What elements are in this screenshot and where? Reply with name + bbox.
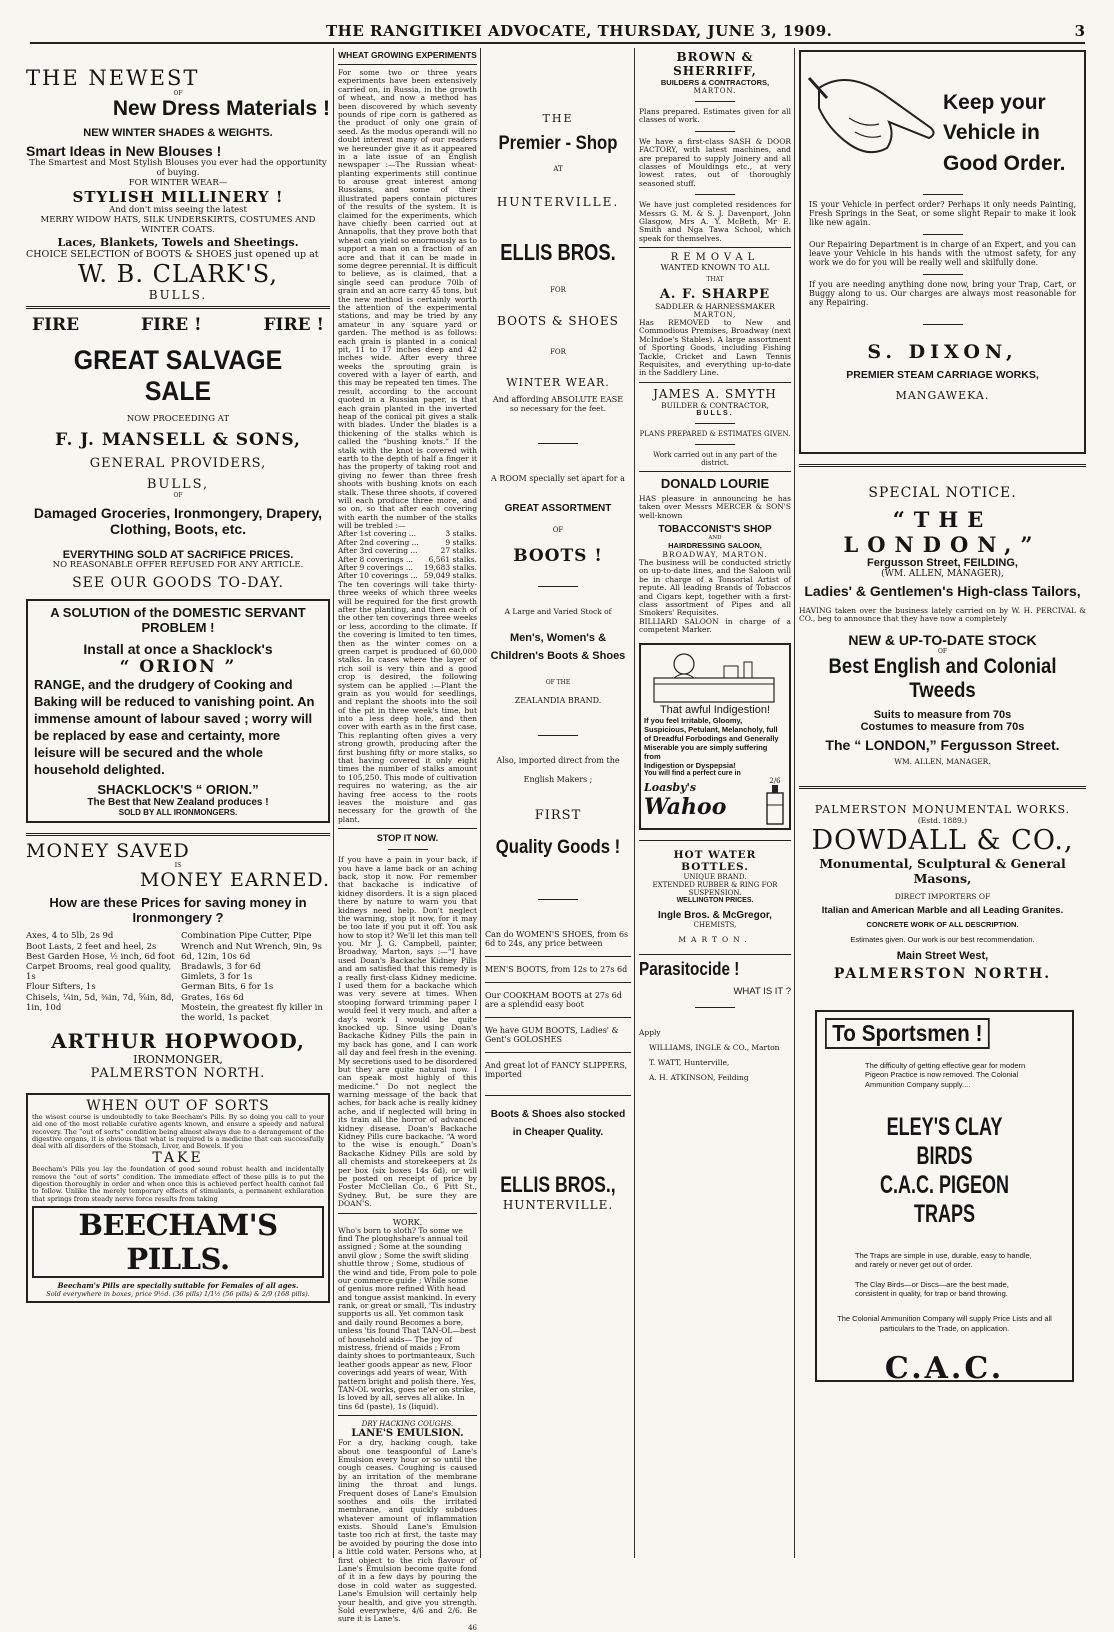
table-cell: 3 stalks. — [445, 529, 477, 539]
ad-text: (Estd. 1889.) — [917, 815, 968, 825]
business-name: BROWN & SHERRIFF, — [673, 50, 757, 78]
ad-text: THAT — [706, 276, 724, 284]
ad-text: CHEMISTS, — [693, 920, 737, 929]
table-cell: 59,049 stalks. — [423, 571, 477, 581]
ad-text: WELLINGTON PRICES. — [676, 896, 754, 904]
business-name: ELLIS BROS., — [500, 1172, 616, 1198]
ad-text: NO REASONABLE OFFER REFUSED FOR ANY ARTICLE. — [52, 560, 304, 571]
stockist: T. WATT, Hunterville, — [649, 1057, 730, 1067]
table-cell: After 2nd covering ... — [338, 537, 419, 547]
ad-text: The business will be conducted strictly on up-to-date lines, and the Saloon will be in charge of a Tonsorial Artist of repute. All leading Brands of Tobaccos and Cigars kept, together with a first-class assortment of Pipes and all Smokers' Requisites. — [639, 557, 791, 618]
cac-ad — [815, 1010, 1074, 1387]
ad-text: The Traps are simple in use, durable, easy to handle, and rarely or never get out of order. — [855, 1250, 1032, 1270]
lourie-ad — [639, 476, 791, 635]
ad-text: A ROOM specially set apart for a — [491, 474, 625, 483]
sharpe-ad — [639, 252, 791, 378]
ad-subheading: Damaged Groceries, Ironmongery, Drapery, Clothing, Boots, etc. — [33, 505, 323, 538]
ad-text: Beecham's Pills are specially suitable for Females of all ages. — [57, 1280, 299, 1290]
article-text: If you have a pain in your back, if you have a lame back or an aching back, stop it now. For remember that backache is indicative of kidney disorders. It is a sign placed there by nature to warn you that kidneys need help. Don't neglect the warning, stop it now, for it may be too late if you put it off. You ask how to stop it? We'll let this man tell you. Mr J. G. Campbell, painter, Broadway, Marton, says :—“I have used Doan's Backache Kidney Pills and am satisfied that this remedy is a really first-class Kidney medicine. I used them for a backache which was very severe at times. When stooping forward trimming paper I would feel it very much, and after a day's work I would be quite knocked up. Since using Doan's Backache Kidney Pills the pain in my back has gone, and I can work all day and feel fresh in the evening. My secretions used to be disordered but they are quite natural now. I can speak most highly of this medicine.” Do not neglect the warning message of the back that aches, for back ache is really kidney ache, and if neglected will bring in its train all the horror of advanced kidney disease. Doan's Backache Kidney Pills cure backache. “A word to the wise is enough.” Doan's Backache Kidney Pills are sold by all chemists and storekeepers at 2s per box (six boxes 14s 6d), or will be posted on receipt of price by Foster McClellan Co., 6 Pitt St., Sydney. But, be sure they are DOAN'S. — [338, 855, 477, 1209]
ad-text: WM. ALLEN, MANAGER. — [894, 756, 991, 766]
dixon-ad — [799, 50, 1086, 454]
ad-subheading: TOBACCONIST'S SHOP — [658, 523, 772, 535]
rule — [639, 954, 791, 955]
price-label: 2/6 — [769, 776, 781, 785]
ad-text: OF — [937, 647, 948, 655]
ad-heading: Premier - Shop — [498, 133, 618, 154]
rule — [485, 1095, 631, 1096]
ad-separator — [26, 306, 330, 309]
ad-text: AT — [553, 165, 563, 173]
table-cell: After 3rd covering ... — [338, 546, 418, 556]
rule — [485, 1052, 631, 1053]
business-name: Ingle Bros. & McGregor, — [658, 909, 772, 921]
ad-heading: HOT WATER BOTTLES. — [673, 848, 757, 873]
beecham-ad — [26, 1093, 330, 1303]
ad-subheading: Smart Ideas in New Blouses ! — [26, 143, 222, 159]
ad-text: Main Street West, — [896, 949, 989, 962]
bottle-icon — [764, 785, 786, 825]
ad-text: The Smartest and Most Stylish Blouses you ever had the opportunity of buying. — [29, 158, 327, 178]
ad-subheading: Boots & Shoes also stocked in Cheaper Quality. — [490, 1109, 626, 1139]
ad-text: MEN'S BOOTS, from 12s to 27s 6d — [485, 965, 628, 975]
price-item: Bradawls, 3 for 6d — [181, 962, 261, 973]
ad-text: Suits to measure from 70s — [873, 708, 1012, 721]
ad-subheading: GENERAL PROVIDERS, — [89, 456, 267, 472]
ad-text: A Large and Varied Stock of — [504, 607, 612, 616]
fire-word: FIRE ! — [263, 314, 324, 335]
column-divider — [794, 48, 795, 1558]
ad-subheading: WINTER WEAR. — [506, 376, 610, 389]
parasitocide-ad — [639, 959, 791, 1082]
ad-text: Laces, Blankets, Towels and Sheetings. — [57, 235, 299, 249]
ad-text: SOLD BY ALL IRONMONGERS. — [118, 808, 238, 818]
brand-name: Loasby's — [644, 781, 697, 794]
ad-text: IS — [174, 862, 182, 870]
ad-text: Can do WOMEN'S SHOES, from 6s 6d to 24s, any price between — [485, 930, 629, 949]
ad-text: UNIQUE BRAND. — [683, 872, 747, 881]
ad-text: WHAT IS IT ? — [733, 985, 791, 997]
rule — [639, 471, 791, 472]
ad-text: (WM. ALLEN, MANAGER), — [881, 569, 1004, 579]
work-poem — [338, 1218, 477, 1412]
ad-text: PLANS PREPARED & ESTIMATES GIVEN. — [639, 429, 791, 438]
rule — [538, 899, 578, 900]
dowdall-ad — [799, 803, 1086, 982]
smyth-ad — [639, 387, 791, 467]
price-list-right — [175, 931, 330, 1023]
business-name: ARTHUR HOPWOOD, — [51, 1029, 305, 1054]
ad-heading: REMOVAL — [670, 252, 760, 264]
column-5 — [799, 50, 1086, 1555]
rule — [923, 234, 963, 235]
price-item: Combination Pipe Cutter, Pipe Wrench and Nut Wrench, 9in, 9s 6d, 12in, 10s 6d — [181, 931, 322, 962]
rule — [338, 1213, 477, 1214]
rule — [538, 735, 578, 736]
business-town: MARTON. — [693, 87, 737, 95]
mansell-ad — [26, 313, 330, 592]
rule — [538, 443, 578, 444]
ad-subheading: Monumental, Sculptural & General Masons, — [819, 855, 1066, 886]
ad-heading: Good Order. — [943, 151, 1066, 175]
ad-text: the wisest course is undoubtedly to take Beecham's Pills. By so doing you call to your aid one of the most reliable curative agents known, and ensure a speedy and natural recovery. The “out of sorts” condition being almost always due to a derangement of the digestive organs, it is obvious that what is required is a medicine that can successfully deal with all disorders of the Stomach, Liver, and Bowels. If you — [32, 1113, 324, 1151]
ad-text: Fergusson Street, FEILDING, — [867, 557, 1018, 569]
ad-text: The Clay Birds—or Discs—are the best made, consistent in quality, for trap or band throwing. — [855, 1279, 1009, 1299]
ad-text: IRONMONGER, — [133, 1053, 223, 1067]
article-text: For some two or three years experiments have been extensively carried on, in Russia, in the growth of wheat, and now a method has been discovered by which seventy pounds of ripe corn is gathered as the product of only one grain of seed. As the modus operandi will no doubt interest many of our readers we hereunder give it as it appeared in a late issue of an English newspaper :—The Russian wheat-planting experiments still continue to arouse great interest among Russians, and some of their illustrated papers contain pictures of the results of the system. It is claimed for the experiments, which have chiefly been carried out at Annapolis, that they prove both that wheat can yield so enormously as to support a man on a fraction of an acre and that it can be made in some degree perennial. It is difficult to believe, as is claimed, that a single seed can produce 70lb of grain and an acre carry 45 tons, but the new method is certainly worth the attention of the experimental stations, and may be tried by any amateur in any square yard or garden. The method is as follows: each grain is planted in a conical pit, 11 to 17 inches deep and 42 inches wide. After every three weeks the sprouting grain is covered with a layer of earth, and this may be repeated ten times. The result, according to the account quoted in a Russian paper, is that each grain planted in the inverted heap of the conical pit gives a stalk with blades. Under the blades is a thickening of the stalks which is called the “bushing knots.” If the stalk with the knot is covered with earth to the depth of half a finger it has the property of taking root and giving no fewer than three fresh shoots with bushing knots on each stalk. These three shoots, if covered will each produce three more, and so on, so that after each covering with earth the number of the stalks will be trebled :— — [338, 68, 477, 531]
ad-subheading: NEW & UP-TO-DATE STOCK — [848, 631, 1037, 648]
ad-heading: GREAT SALVAGE SALE — [73, 344, 283, 406]
ad-text: Work carried out in any part of the district. — [653, 450, 777, 467]
ad-subheading: STYLISH MILLINERY ! — [72, 188, 284, 207]
rule — [485, 956, 631, 957]
table-cell: After 1st covering ... — [338, 529, 417, 539]
ad-text: HAVING taken over the business lately carried on by W. H. PERCIVAL & CO., beg to announce that they have now a completely — [799, 606, 1086, 624]
ad-heading: BOOTS ! — [513, 546, 603, 566]
table-cell: 9 stalks. — [445, 537, 477, 547]
ad-text: SHACKLOCK'S “ ORION.” — [97, 782, 259, 798]
ad-text: Also, imported direct from the — [496, 756, 620, 766]
ad-subheading: SEE OUR GOODS TO-DAY. — [72, 575, 284, 592]
business-name: W. B. CLARK'S, — [77, 259, 279, 288]
column-2 — [338, 50, 477, 1632]
ad-text: We have just completed residences for Messrs G. M. & S. J. Davenport, John Glasgow, Mrs A. Y. McBeth, Mr E. Smith and Nga Tawa School, which speak for themselves. — [639, 200, 791, 243]
ad-text: We have a first-class SASH & DOOR FACTORY, with latest machines, and are prepared to supply Joinery and all classes of Mouldings etc., at very lowest rates, out of thoroughly seasoned stuff. — [639, 136, 791, 188]
ad-text: HAIRDRESSING SALOON, — [668, 540, 762, 550]
breakfast-table-illustration — [644, 648, 784, 704]
ad-text: Plans prepared. Estimates given for all classes of work. — [639, 107, 791, 125]
column-1 — [26, 50, 330, 1555]
product-name: C.A.C. PIGEON TRAPS — [879, 1170, 1010, 1228]
product-name: ELEY'S CLAY BIRDS — [886, 1112, 1003, 1170]
ad-text: THE — [542, 112, 574, 125]
ad-text: BUILDER & CONTRACTOR, — [661, 400, 769, 410]
ad-text: SADDLER & HARNESSMAKER — [655, 302, 775, 312]
fire-word: FIRE ! — [141, 314, 202, 335]
price-list-left — [26, 931, 175, 1023]
column-divider — [634, 48, 635, 1558]
ad-text: so necessary for the feet. — [509, 404, 606, 413]
ad-text: Has REMOVED to New and Commodious Premises, Broadway (next McIndoe's Stables). A large assortment of Sporting Goods, including Fishing Tackle, Cricket and Lawn Tennis Requisites, and everything up-to-date in the Saddlery Line. — [639, 318, 791, 378]
ad-separator — [799, 786, 1086, 789]
rule — [338, 64, 477, 65]
fire-word: FIRE — [32, 314, 80, 335]
ad-text: Beecham's Pills you lay the foundation of good sound robust health and incidentally remove the “out of sorts” condition. The immediate effect of these pills is to put the digestion thoroughly in order and when once this is achieved perfect health cannot fail to follow. Unlike the merely temporary effects of stimulants, a permanent exhilaration that springs from steady nerve force results from taking — [32, 1165, 324, 1203]
ad-heading: MONEY EARNED. — [139, 869, 330, 892]
article-text: The ten coverings will take thirty-three weeks of which three weeks will be required for the first growth after the planting, and then each of the other ten coverings three weeks or less, according to the climate. If the covering is limited to ten times, then as the winter comes on a green carpet is produced of 60,000 stalks. In cases where the layer of rich soil is very thin and a good crop is desired, the following system can be applied :—Plant the grain as you would for seedlings, and replant the shoots into the soil of the pit in three week's time, but into a less deep hole, and then cover with earth as in the first case. This replanting often gives a very strong growth, producing after the first bushing fifty or more stalks, so that having covered it only eight times the number of stalks amount to 105,250. This mode of cultivation requires no watering, as the air having free access to the roots leaves the moisture and gas necessary for the growth of the plant. — [338, 579, 477, 824]
ad-subheading: FIRST — [534, 808, 582, 824]
ad-subheading: Ladies' & Gentlemen's High-class Tailors, — [804, 583, 1081, 599]
brand-name: Wahoo — [644, 794, 727, 820]
ad-text: CONCRETE WORK OF ALL DESCRIPTION. — [866, 919, 1019, 929]
ad-heading: Parasitocide ! — [639, 958, 740, 979]
price-item: Gimlets, 3 for 1s — [181, 972, 253, 983]
rule — [639, 382, 791, 383]
newspaper-title: THE RANGITIKEI ADVOCATE, THURSDAY, JUNE 3, 1909. — [326, 22, 833, 40]
masthead-rule — [30, 42, 1085, 44]
rule — [695, 131, 735, 132]
ad-text: EXTENDED RUBBER & RING FOR SUSPENSION. — [652, 880, 778, 897]
ad-text: Italian and American Marble and all Leading Granites. — [821, 904, 1064, 916]
masthead — [30, 22, 1085, 44]
ad-text: Our COOKHAM BOOTS at 27s 6d are a splendid easy boot — [485, 991, 622, 1010]
business-town: BULLS. — [696, 409, 734, 417]
business-name: DONALD LOURIE — [660, 475, 770, 491]
ad-heading: Keep your — [943, 91, 1046, 114]
pointing-hand-icon — [809, 58, 939, 188]
page-number: 3 — [1074, 22, 1085, 40]
rule — [485, 1017, 631, 1018]
clark-ad — [26, 66, 330, 302]
price-item: Carpet Brooms, real good quality, 1s — [26, 962, 172, 983]
business-name: S. DIXON, — [867, 340, 1018, 363]
business-town: MARTON, — [693, 311, 737, 320]
ad-heading: That awful Indigestion! — [659, 703, 771, 716]
rule — [485, 982, 631, 983]
price-item: Best Garden Hose, ½ inch, 6d foot — [26, 951, 175, 962]
ad-heading: MONEY SAVED — [26, 840, 190, 863]
rule — [923, 324, 963, 325]
column-divider — [480, 48, 481, 1558]
business-town: HUNTERVILLE. — [502, 1198, 614, 1213]
ad-text: IS your Vehicle in perfect order? Perhaps it only needs Painting, Fresh Springs in the Seat, or some slight Repair to make it look like new again. — [809, 200, 1076, 227]
ad-heading: Quality Goods ! — [495, 837, 621, 859]
ad-heading: WHEN OUT OF SORTS — [86, 1098, 270, 1115]
ad-text: Sold everywhere in boxes, price 9½d. (36 pills) 1/1½ (56 pills) & 2/9 (168 pills). — [46, 1289, 310, 1298]
business-name: ELLIS BROS. — [500, 239, 616, 265]
ad-text: We have GUM BOOTS, Ladies' & Gent's GOLOSHES — [485, 1026, 619, 1045]
ad-subheading: TAKE — [152, 1150, 204, 1167]
stalk-table — [338, 530, 477, 580]
article-heading: WHEAT GROWING EXPERIMENTS — [338, 50, 477, 60]
rule — [338, 1415, 477, 1416]
ad-text: Install at once a Shacklock's — [83, 641, 273, 658]
wheat-article — [338, 50, 477, 824]
ad-text: NOW PROCEEDING AT — [126, 413, 230, 424]
price-item: Boot Lasts, 2 feet and heel, 2s — [26, 941, 157, 952]
price-item: Flour Sifters, 1s — [26, 982, 96, 993]
rule — [923, 274, 963, 275]
price-item: German Bits, 6 for 1s — [181, 982, 274, 993]
ad-subheading: BOOTS & SHOES — [497, 314, 619, 328]
ad-heading: LANE'S EMULSION. — [351, 1428, 464, 1440]
stop-article — [338, 833, 477, 1208]
ad-text: DRY HACKING COUGHS. — [361, 1420, 454, 1429]
ad-text: RANGE, and the drudgery of Cooking and Baking will be reduced to vanishing point. An immense amount of labour saved ; worry will be replaced by ease and certainty, more leisure will be secured and the whole household delighted. — [34, 677, 315, 777]
ad-text: English Makers ; — [523, 775, 593, 785]
brown-ad — [639, 50, 791, 243]
rule — [388, 849, 428, 850]
table-cell: After 9 coverings ... — [338, 563, 414, 573]
ad-text: OF — [173, 492, 183, 500]
price-item: Grates, 16s 6d — [181, 992, 244, 1003]
column-3 — [485, 50, 631, 1555]
ad-heading: THE NEWEST — [26, 66, 200, 90]
rule — [639, 840, 791, 841]
ad-heading: SPECIAL NOTICE. — [868, 485, 1017, 501]
rule — [923, 194, 963, 195]
ad-text: Our Repairing Department is in charge of an Expert, and you can leave your Vehicle in his hands with the utmost safety, for any work we do for you will be really well and skilfully done. — [809, 239, 1076, 267]
product-name: “ ORION ” — [119, 657, 237, 678]
ad-heading: To Sportsmen ! — [825, 1018, 990, 1049]
business-town: MARTON. — [678, 934, 752, 944]
brand-name: BEECHAM'S PILLS. — [32, 1206, 324, 1278]
rule — [639, 247, 791, 248]
ad-text: The Colonial Ammunition Company will supply Price Lists and all particulars to the Trade, on application. — [837, 1314, 1052, 1333]
business-town: PALMERSTON NORTH. — [90, 1066, 266, 1082]
business-name: DOWDALL & CO., — [811, 824, 1074, 856]
rule — [695, 423, 735, 424]
table-cell: 27 stalks. — [440, 546, 477, 556]
table-cell: After 10 coverings ... — [338, 571, 418, 581]
ad-separator — [799, 464, 1086, 467]
article-heading: WORK. — [392, 1217, 423, 1227]
column-4 — [639, 50, 791, 1555]
business-town: BROADWAY, MARTON. — [662, 549, 768, 559]
ad-subheading: NEW WINTER SHADES & WEIGHTS. — [83, 127, 273, 139]
ad-text: OF — [552, 526, 564, 534]
ad-heading: New Dress Materials ! — [112, 97, 330, 120]
business-town: MANGAWEKA. — [895, 388, 990, 402]
ad-text: AND — [708, 534, 722, 541]
ad-text: FOR — [550, 286, 566, 294]
table-cell: 19,683 stalks. — [423, 563, 477, 573]
table-cell: 6,561 stalks. — [428, 554, 477, 564]
ad-subheading: PREMIER STEAM CARRIAGE WORKS, — [846, 368, 1039, 381]
ad-text: And great lot of FANCY SLIPPERS, imported — [485, 1061, 628, 1080]
business-name: A. F. SHARPE — [659, 287, 771, 303]
ad-text: The difficulty of getting effective gear for modern Pigeon Practice is now removed. The Colonial Ammunition Company supply.... — [865, 1060, 1026, 1089]
shacklock-ad — [26, 599, 330, 823]
business-town: BULLS. — [148, 287, 208, 302]
stockist: WILLIAMS, INGLE & CO., Marton — [649, 1042, 780, 1052]
ad-text: For a dry, hacking cough, take about one teaspoonful of Lane's Emulsion every hour or so until the cough ceases. Coughing is caused by an irritation of the membrane lining the throat and lungs. Frequent doses of Lane's Emulsion soothes and oils the irritated membrane, and quickly subdues whatever amount of inflammation exists. Should Lane's Emulsion taste too rich at first, the taste may be avoided by pouring the dose into a little cold water. Persons who, at first object to the rich flavour of Lane's Emulsion become quite fond of it in a few days by pouring the dose in cold water as suggested. Lane's Emulsion will certainly help your health, and give you strength. Sold everywhere, 4/6 and 2/6. Be sure it is Lane's. — [338, 1438, 477, 1624]
ad-heading: PALMERSTON MONUMENTAL WORKS. — [814, 802, 1071, 816]
business-town: HUNTERVILLE. — [496, 195, 620, 209]
lane-ad — [338, 1420, 477, 1632]
ad-text: Estimates given. Our work is our best recommendation. — [850, 934, 1035, 944]
ad-separator — [26, 833, 330, 836]
article-text: Who's born to sloth? To some we find The ploughshare's annual toil assigned ; Some at the sounding anvil glow ; Some the swift sliding shuttle throw ; Some, studious of the wind and tide, From pole to pole our commerce guide ; While some of genius more refined With head and tongue assist mankind. In every rank, or great or small, 'Tis industry supports us all. Yet common task and daily round Becomes a bore, unless 'tis found That TAN-OL—best of household aids— The joy of mistress, friend of maids ; From dainty shoes to portmanteaux, Such leather goods appear as new, Floor coverings add years of wear, With pattern bright and polish there. Yes, TAN-OL works, goes ne'er on strike, Is loved by all, serves all alike. In tins 6d (paste), 1s (liquid). — [338, 1225, 477, 1411]
business-name: F. J. MANSELL & SONS, — [55, 430, 301, 451]
ad-text: CHOICE SELECTION of BOOTS & SHOES just opened up at — [26, 248, 319, 260]
stockist: A. H. ATKINSON, Feilding — [649, 1072, 749, 1082]
article-heading: STOP IT NOW. — [376, 833, 439, 844]
ad-heading: Best English and Colonial Tweeds — [828, 654, 1057, 702]
ad-text: WANTED KNOWN TO ALL — [660, 263, 770, 273]
price-item: Chisels, ¼in, 5d, ⅜in, 7d, ⅝in, 8d, 1in, 10d — [26, 992, 175, 1013]
rule — [695, 194, 735, 195]
cac-logo: C.A.C. — [884, 1351, 1005, 1387]
rule — [695, 444, 735, 445]
business-name: “THE LONDON,” — [843, 507, 1042, 557]
ad-text: If you feel Irritable, Gloomy, Suspicious, Petulant, Melancholy, full of Dreadful Forbodings and Generally Miserable you are simply suffering from — [644, 715, 779, 761]
ad-text: FOR WINTER WEAR— — [128, 177, 228, 188]
ad-text: You will find a perfect cure in — [644, 769, 741, 777]
ad-subheading: The “ LONDON,” Fergusson Street. — [825, 736, 1060, 753]
ad-heading: Vehicle in — [943, 121, 1040, 145]
hot-water-ad — [639, 849, 791, 944]
business-town: PALMERSTON NORTH. — [833, 965, 1052, 982]
ad-subheading: Men's, Women's & Children's Boots & Shoes — [490, 632, 626, 662]
ad-text: OF — [173, 90, 183, 97]
ad-heading: A SOLUTION of the DOMESTIC SERVANT PROBLEM ! — [50, 605, 306, 636]
wahoo-ad — [639, 643, 791, 830]
ad-subheading: GREAT ASSORTMENT — [504, 503, 612, 514]
ad-text: The Best that New Zealand produces ! — [87, 797, 269, 809]
ad-text: BUILDERS & CONTRACTORS, — [660, 78, 770, 87]
hopwood-ad — [26, 840, 330, 1081]
ad-text: 46 — [468, 1623, 477, 1632]
ad-text: MERRY WIDOW HATS, SILK UNDERSKIRTS, COSTUMES AND WINTER COATS. — [40, 215, 316, 235]
ad-text: BILLIARD SALOON in charge of a competent Marker. — [639, 616, 791, 635]
ad-text: FOR — [550, 348, 566, 356]
price-item: Axes, 4 to 5lb, 2s 9d — [26, 931, 114, 942]
rule — [695, 1007, 735, 1008]
rule — [695, 101, 735, 102]
ad-text: DIRECT IMPORTERS OF — [894, 891, 991, 901]
ad-text: And don't miss seeing the latest — [109, 205, 247, 216]
ad-text: ZEALANDIA BRAND. — [514, 696, 602, 706]
column-divider — [333, 48, 334, 1558]
ad-text: HAS pleasure in announcing he has taken over Messrs MERCER & SON'S well-known — [639, 493, 791, 520]
business-name: JAMES A. SMYTH — [653, 386, 777, 401]
ad-text: Apply — [639, 1027, 661, 1037]
rule — [338, 828, 477, 829]
ad-text: If you are needing anything done now, bring your Trap, Cart, or Buggy along to us. Our charges are always most reasonable for any Repairing. — [809, 279, 1076, 307]
ad-subheading: How are these Prices for saving money in Ironmongery ? — [49, 895, 307, 926]
price-item: Mostein, the greatest fly killer in the world, 1s packet — [181, 1002, 323, 1023]
table-cell: After 8 coverings ... — [338, 554, 414, 564]
ad-text: EVERYTHING SOLD AT SACRIFICE PRICES. — [62, 549, 294, 562]
ad-text: And affording ABSOLUTE EASE — [492, 395, 624, 404]
ad-text: Costumes to measure from 70s — [860, 720, 1025, 733]
ad-text: OF THE — [545, 679, 571, 687]
london-ad — [799, 485, 1086, 766]
business-town: BULLS, — [146, 477, 210, 493]
rule — [538, 586, 578, 587]
ad-text: Indigestion or Dyspepsia! — [644, 760, 736, 770]
